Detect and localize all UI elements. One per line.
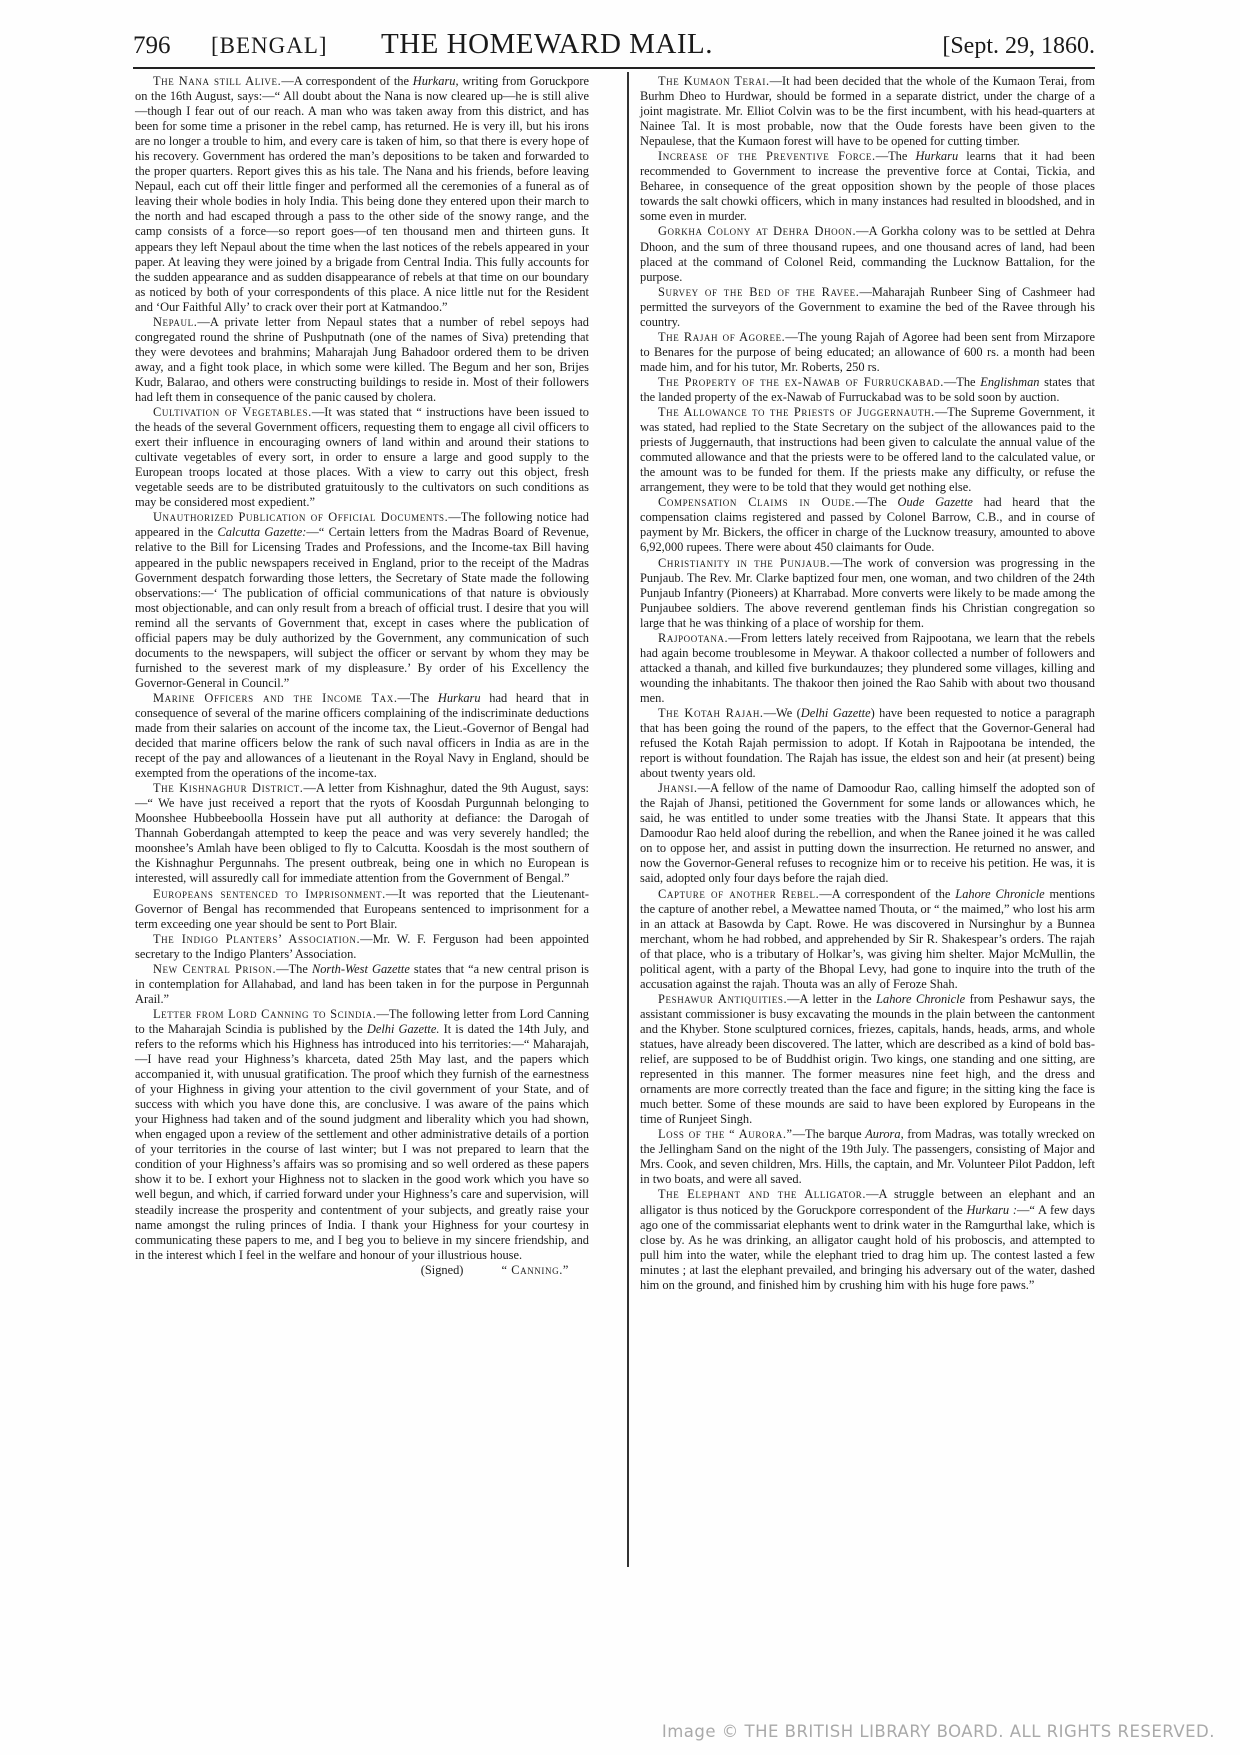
article-text: —A struggle between an elephant and an alligator is thus noticed by the Goruckpore correspondent of the [640,1187,1095,1217]
publication-name: Calcutta Gazette: [217,525,307,540]
article-text: —The [875,149,916,164]
article-text: —“ Certain letters from the Madras Board of Revenue, relative to the Bill for Licensing Trades and Professions, and the Income-tax Bill having appeared in the public newspapers received in England, prior to the receipt of the Madras Government despatch forwarding those letters, the Secretary of State made the following observations:—‘ The publication of official communications of that nature is obviously most objectionable, and can only result from a breach of official trust. I desire that you will remind all the servants of Government that, except in cases where the publication of official papers may be duly authorized by the Government, any communication of such documents to the newspapers, will subject the officer or servant by whom they may be furnished to the severest mark of my displeasure.’ By order of his Excellency the Governor-General in Council.” [135,525,589,690]
article-heading: The Rajah of Agoree. [658,329,786,344]
article-text: mentions the capture of another rebel, a Mewattee named Thouta, or “ the maimed,” who lost his arm in an attack at Basowda by Capt. Rowe. He was discovered in Nursinghur by a Bunnea merchant, whom he had robbed, and apprehended by Sir R. Shakespear’s orders. The rajah of that place, who is a tributary of Holkar’s, was giving him shelter. Major McMullin, the political agent, with a party of the Bhopal Levy, had gone to inquire into the truth of the accusation against the rajah. Thouta was an ally of Feroze Shah. [640,886,1095,991]
article-text: —The work of conversion was progressing in the Punjaub. The Rev. Mr. Clarke baptized four men, one woman, and two children of the 24th Punjaub Infantry (Pioneers) at Kharrabad. More converts were likely to be made among the Punjaubee soldiers. The above reverend gentleman finds his Christian congregation so large that he was thinking of a place of worship for them. [640,555,1095,630]
article-heading: Marine Officers and the Income Tax. [153,690,398,705]
article-text: writing from Goruckpore on the 16th August, says:—“ All doubt about the Nana is now cleared up—he is still alive—though I fear out of our reach. A man who was taken away from this district, and has been for some time a prisoner in the rebel camp, has returned. He is very ill, but his irons are no longer a trouble to him, and every care is taken of him, so that there is every hope of his recovery. Government has ordered the man’s depositions to be taken and forwarded to the proper quarters. Report gives this as his tale. The Nana and his friends, before leaving Nepaul, each cut off their little finger and performed all the ceremonies of a funeral as of leaving their whole bodies in holy India. This being done they entered upon their march to the north and had escaped through a pass to the other side of the snowy range, and the camp consists of a force—so report goes—of ten thousand men and thirteen guns. It appears they left Nepaul about the time when the last notices of the rebels appeared in your paper. At leaving they were joined by a brigade from Central India. This fully accounts for the sudden appearance and as sudden disappearance of rebels at that time on our boundary as noticed by both of your correspondents of this place. A nice little nut for the Resident and ‘Our Faithful Ally’ to crack over their port at Katmandoo.” [135,74,589,314]
article-text: —A letter from Kishnaghur, dated the 9th August, says:—“ We have just received a report that the ryots of Koosdah Purgunnah belonging to Moonshee Hubbeeboolla Hossein have put all authority at defiance: the Darogah of Thannah Goberdangah attempted to keep the peace and was very severely handled; the moonshee’s Amlah have been obliged to fly to Calcutta. Koosdah is the most southern of the Kishnaghur Pergunnahs. The present outbreak, being one in which no European is interested, will assuredly call for immediate attention from the Government of Bengal.” [135,781,589,886]
article-text: —Mr. W. F. Ferguson had been appointed secretary to the Indigo Planters’ Association. [135,931,590,961]
article-text: —The Supreme Government, it was stated, had replied to the State Secretary on the subject of the allowances paid to the priests of Juggernauth, that instructions had been given to calculate the annual value of the commuted allowance and that the priests were to be offered land to the calculated value, or the amount was to be funded for them. If the priests make any difficulty, or refuse the arrangement, they were to be told that they would get nothing else. [640,405,1095,495]
article-rajpootana [640,631,1095,706]
article-heading: Gorkha Colony at Dehra Dhoon. [658,224,857,239]
article-heading: The Kumaon Terai. [658,74,770,88]
article-text: —The following notice had appeared in the [135,510,589,540]
publication-name: Lahore Chronicle [876,991,966,1006]
article-the-kotah-rajah [640,706,1095,781]
article-capture-of-another-rebel [640,887,1095,992]
article-text: —It was reported that the Lieutenant-Governor of Bengal has recommended that Europeans sentenced to imprisonment for a term exceeding one year should be sent to Port Blair. [135,886,589,931]
publication-name: Aurora, [865,1127,904,1142]
article-text: —A private letter from Nepaul states that a number of rebel sepoys had congregated round the shrine of Pushputnath (one of the names of Siva) pretending that they were devotees and brahmins; Maharajah Jung Bahadoor ordered them to be driven away, and a fight took place, in which some were killed. The Begum and her son, Brijes Kudr, Balarao, and others were constructing buildings to reside in. Most of their followers had left them in consequence of the panic caused by cholera. [135,314,589,404]
publication-name: Hurkaru : [966,1202,1017,1217]
article-text: —It was stated that “ instructions have been issued to the heads of the several Government officers, requesting them to engage all civil officers to exert their influence in encouraging owners of land within and around their stations to cultivate vegetables of every sort, in order to ensure a large and good supply to the European troops located at those places. With a view to carry out this object, fresh vegetable seeds are to be distributed gratuitously to the cultivators on such conditions as may be considered most expedient.” [135,405,589,510]
article-heading: Loss of the “ Aurora.” [658,1127,793,1142]
page-number: 796 [133,32,171,59]
publication-name: Delhi Gazette [800,705,871,720]
article-heading: Cultivation of Vegetables. [153,405,312,420]
article-gorkha-colony-at-dehra-dhoon [640,224,1095,284]
article-text: from Peshawur says, the assistant commissioner is busy excavating the mounds in the plain between the cantonment and the Khyber. Stone sculptured cornices, friezes, capitals, hands, heads, arms, and whole statues, have already been discovered. The latter, which are described as a kind of bold bas-relief, are supposed to be of Buddhist origin. Two kings, one standing and one sitting, are represented in this manner. The former measures nine feet high, and the dress and ornaments are more correctly treated than the face and figure; in the sitting king the face is much better. Some of these mounds are said to have been explored by Europeans in the time of Runjeet Singh. [640,991,1095,1127]
publication-name: North-West Gazette [311,961,410,976]
article-text: —A letter in the [787,991,877,1006]
article-text: had heard that the compensation claims registered and passed by Colonel Barrow, C.B., and in course of payment by Mr. Bickers, the officer in charge of the Lucknow treasury, amounted to above 6,92,000 rupees. There were about 450 claimants for Oude. [640,495,1096,555]
article-text: —From letters lately received from Rajpootana, we learn that the rebels had again become troublesome in Meywar. A thakoor collected a number of followers and attacked a thanah, and killed five burkundauzes; they plundered some villages, killing and wounding the inhabitants. The thakoor then joined the Rao Sahib with about two thousand men. [640,630,1095,705]
column-divider [627,72,629,1567]
article-text: states that “a new central prison is in contemplation for Allahabad, and land has been taken in for the purpose in Pergunnah Arail.” [135,961,589,1006]
article-compensation-claims-in-oude [640,495,1095,555]
publication-name: Englishman [980,374,1040,389]
article-the-kumaon-terai [640,74,1095,149]
article-heading: The Indigo Planters’ Association. [153,931,361,946]
publication-name: Hurkaru, [412,74,459,88]
article-survey-of-the-bed-of-the-ravee [640,285,1095,330]
article-heading: Peshawur Antiquities. [658,991,788,1006]
article-the-rajah-of-agoree [640,330,1095,375]
article-heading: The Nana still Alive. [153,74,282,88]
article-new-central-prison [135,962,589,1007]
article-heading: Capture of another Rebel. [658,886,820,901]
article-heading: Nepaul. [153,314,198,329]
signatory-name: “ Canning.” [501,1262,569,1277]
article-heading: Christianity in the Punjaub. [658,555,831,570]
article-heading: New Central Prison. [153,961,277,976]
publication-name: Lahore Chronicle [955,886,1045,901]
article-text: —The [397,690,438,705]
article-text: ) have been requested to notice a paragraph that has been going the round of the papers, to the effect that the Governor-General had refused the Kotah Rajah permission to adopt. If Kotah in Rajpootana be intended, the report is without foundation. The Rajah has issue, the eldest son and heir (at present) being about twenty years old. [640,705,1095,781]
article-heading: The Property of the ex-Nawab of Furruckabad. [658,374,944,389]
article-cultivation-of-vegetables [135,405,589,510]
publication-name: Oude Gazette [897,495,973,510]
copyright-notice: Image © THE BRITISH LIBRARY BOARD. ALL RIGHTS RESERVED. [661,1722,1215,1741]
article-text: —We ( [763,705,801,720]
article-text: learns that it had been recommended to Government to increase the preventive force at Contai, Tickia, and Beharee, in consequence of the great opposition shown by the people of those places towards the salt chowki officers, which in many instances had resulted in bloodshed, and in some even in murder. [640,149,1095,224]
article-heading: The Allowance to the Priests of Juggernauth. [658,405,935,420]
issue-date: [Sept. 29, 1860. [942,33,1095,59]
article-heading: Letter from Lord Canning to Scindia. [153,1006,377,1021]
article-marine-officers-and-the-income-tax [135,691,589,781]
article-heading: Rajpootana. [658,630,729,645]
article-text: It is dated the 14th July, and refers to the reforms which his Highness has introduced into his territories:—“ Maharajah,—I have read your Highness’s kharceta, dated 25th May last, and the papers which accompanied it, with unusual gratification. The proof which they furnish of the earnestness of your Highness in giving your attention to the civil government of your State, and of success with which you have done this, are conclusive. I was aware of the pains which your Highness had taken and of the sound judgment and liberality which you had shown, when engaged upon a review of the settlement and other administrative details of a portion of your territories in the course of last winter; but I was not prepared to learn that the condition of your Highness’s affairs was so promising and so well ordered as these papers show it to be. I exhort your Highness not to slacken in the good work which you have so well begun, and which, if carried forward under your Highness’s care and supervision, will steadily increase the prosperity and contentment of your subjects, and greatly raise your name amongst the ruling princes of India. I thank your Highness for your courtesy in communicating these papers to me, and I beg you to believe in my sincere friendship, and in the interest which I feel in the welfare and honour of your illustrious house. [135,1021,590,1262]
publication-name: Hurkaru [915,149,959,164]
masthead-rule [133,67,1095,69]
article-text: —The young Rajah of Agoree had been sent from Mirzapore to Benares for the purpose of being educated; an allowance of 600 rs. a month had been made him, and for his tutor, Mr. Roberts, 250 rs. [640,329,1095,374]
article-text: —A correspondent of the [281,74,413,88]
signed-label: (Signed) [420,1262,464,1277]
right-column [640,74,1095,1293]
article-text: from Madras, was totally wrecked on the Jellingham Sand on the night of the 19th July. The passengers, consisting of Major and Mrs. Cook, and seven children, Mrs. Hills, the captain, and Mr. Volunteer Pilot Paddon, left in two boats, and were all saved. [640,1127,1096,1187]
article-the-indigo-planters-association [135,932,589,962]
article-text: —The following letter from Lord Canning to the Maharajah Scindia is published by the [135,1006,589,1036]
article-text: had heard that in consequence of several of the marine officers complaining of the indiscriminate deductions made from their salaries on account of the income tax, the Lieut.-Governor of Bengal had decided that marine officers below the rank of such naval officers in India as are in the recept of the pay and allowances of a lieutenant in the Royal Navy in England, should be exempted from the operations of the income-tax. [135,690,589,781]
article-loss-of-the-aurora [640,1127,1095,1187]
newspaper-title: THE HOMEWARD MAIL. [381,28,713,60]
article-nepaul [135,315,589,405]
article-heading: Compensation Claims in Oude. [658,495,856,510]
article-heading: The Kotah Rajah. [658,705,764,720]
article-text: —The barque [792,1127,866,1142]
article-heading: Unauthorized Publication of Official Documents. [153,510,449,525]
article-heading: Increase of the Preventive Force. [658,149,876,164]
article-unauthorized-publication-of-official-documents [135,510,589,691]
masthead [133,28,1095,62]
article-the-kishnaghur-district [135,781,589,886]
article-heading: Jhansi. [658,781,698,796]
article-heading: Survey of the Bed of the Ravee. [658,284,860,299]
article-the-allowance-to-the-priests-of-juggernauth [640,405,1095,495]
article-heading: The Elephant and the Alligator. [658,1187,867,1202]
article-text: —A fellow of the name of Damoodur Rao, calling himself the adopted son of the Rajah of Jhansi, petitioned the Government for some lands or allowances which, he said, he was entitled to under some treaties witb the Jhansi State. It appears that this Damoodur Rao held aloof during the rebellion, and when the Ranee joined it he was called on to oppose her, and assist in putting down the insurrection. He returned no answer, and now the Governor-General refuses to recognize him or to receive his petition. He was, it is said, adopted only four days before the rajah died. [640,781,1095,886]
article-letter-from-lord-canning-to-scindia [135,1007,589,1263]
section-label: [BENGAL] [211,33,328,58]
article-jhansi [640,781,1095,886]
article-the-property-of-the-ex-nawab-of-furruckabad [640,375,1095,405]
article-text: —A Gorkha colony was to be settled at Dehra Dhoon, and the sum of three thousand rupees, and one thousand acres of land, had been placed at the command of Colonel Reid, commanding the Lucknow Battalion, for the purpose. [640,224,1095,284]
article-the-elephant-and-the-alligator [640,1187,1095,1292]
article-heading: The Kishnaghur District. [153,781,304,796]
article-text: —It had been decided that the whole of the Kumaon Terai, from Burhm Dheo to Hurdwar, should be formed in a separate district, under the charge of a joint magistrate. Mr. Elliot Colvin was to be the first incumbent, with his head-quarters at Nainee Tal. It is most probable, now that the Oude forests have been given to the Nepaulese, that the Kumaon forest will have to be opened for cutting timber. [640,74,1095,149]
article-increase-of-the-preventive-force [640,149,1095,224]
article-text: states that the landed property of the ex-Nawab of Furruckabad was to be sold soon by auction. [640,374,1095,404]
article-text: —A correspondent of the [819,886,956,901]
article-text: —The [943,374,981,389]
article-text: —Maharajah Runbeer Sing of Cashmeer had permitted the surveyors of the Government to examine the bed of the Ravee through his country. [640,284,1096,329]
article-the-nana-still-alive [135,74,589,315]
article-text: —The [855,495,898,510]
article-heading: Europeans sentenced to Imprisonment. [153,886,386,901]
left-column [135,74,589,1278]
article-text: —The [276,961,312,976]
publication-name: Hurkaru [437,690,481,705]
article-europeans-sentenced-to-imprisonment [135,887,589,932]
article-peshawur-antiquities [640,992,1095,1127]
signature-line [135,1263,589,1278]
publication-name: Delhi Gazette. [366,1021,440,1036]
article-text: —“ A few days ago one of the commissariat elephants went to drink water in the Ramgurthal lake, which is close by. As he was drinking, an alligator caught hold of his proboscis, and attempted to pull him into the water, while the elephant tried to drag him up. The contest lasted a few minutes ; at last the elephant prevailed, and bringing his adversary out of the water, dashed him on the ground, and finished him by crushing him with his huge fore paws.” [640,1202,1095,1292]
article-christianity-in-the-punjaub [640,556,1095,631]
